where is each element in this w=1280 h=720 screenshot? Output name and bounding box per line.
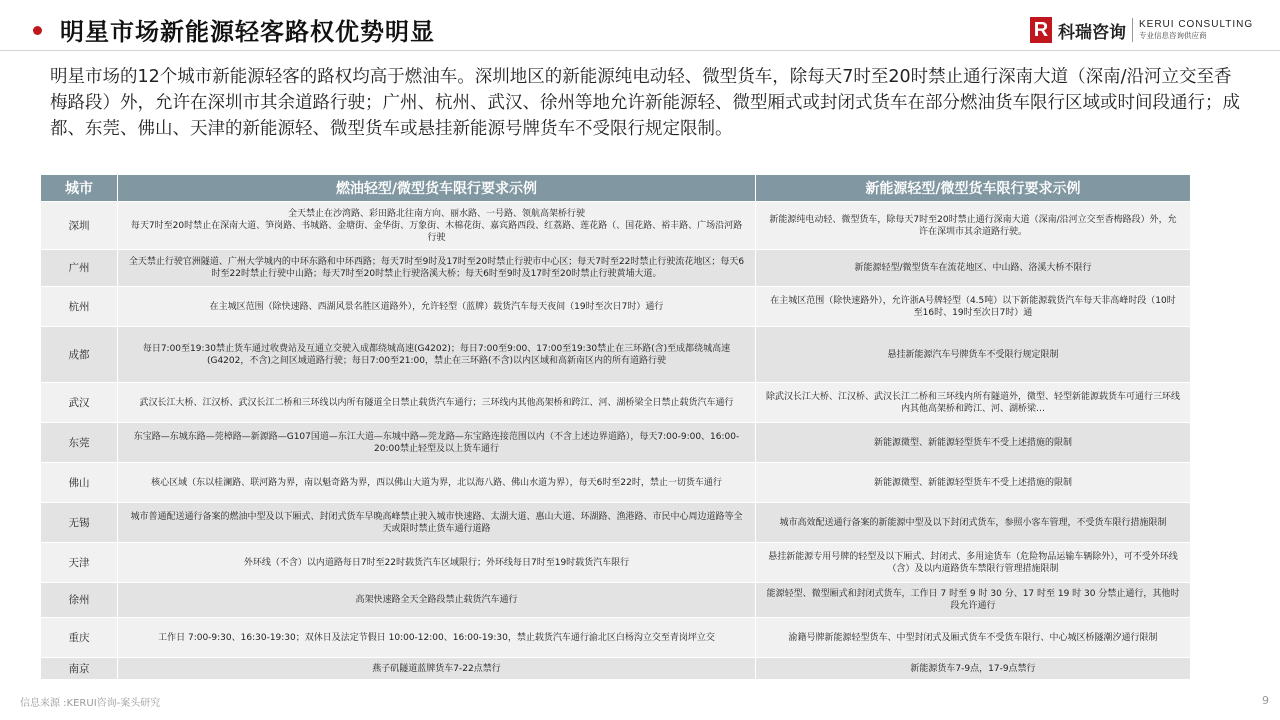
cell-ev: 能源轻型、微型厢式和封闭式货车，工作日 7 时至 9 时 30 分、17 时至 19 时 30 分禁止通行，其他时段允许通行 [756, 583, 1191, 618]
cell-fuel: 全天禁止在沙湾路、彩田路北往南方向、丽水路、一号路、领航高架桥行驶 每天7时至20时禁止在深南大道、笋岗路、书城路、金塘街、金华街、万象街、木棉花街、嘉宾路西段、红荔路、莲花路（、国花路、裕丰路、广场沿河路行驶 [118, 202, 756, 250]
table-row [41, 202, 1191, 250]
cell-ev: 悬挂新能源专用号牌的轻型及以下厢式、封闭式、多用途货车（危险物品运输车辆除外），可不受外环线（含）及以内道路货车禁限行管理措施限制 [756, 543, 1191, 583]
logo-en-block [1139, 19, 1253, 41]
table-row [41, 250, 1191, 287]
cell-ev: 新能源货车7-9点，17-9点禁行 [756, 658, 1191, 680]
title-bullet [33, 26, 42, 35]
header-fuel: 燃油轻型/微型货车限行要求示例 [118, 175, 756, 202]
table-header-row [41, 175, 1191, 202]
cell-city: 重庆 [41, 618, 118, 658]
cell-ev: 新能源微型、新能源轻型货车不受上述措施的限制 [756, 463, 1191, 503]
logo-cn-text: 科瑞咨询 [1058, 22, 1126, 43]
page-title: 明星市场新能源轻客路权优势明显 [60, 18, 435, 46]
cell-fuel: 工作日 7:00-9:30、16:30-19:30；双休日及法定节假日 10:00-12:00、16:00-19:30，禁止载货汽车通行渝北区白杨沟立交至青岗坪立交 [118, 618, 756, 658]
cell-ev: 新能源纯电动轻、微型货车，除每天7时至20时禁止通行深南大道（深南/沿河立交至香梅路段）外，允许在深圳市其余道路行驶。 [756, 202, 1191, 250]
cell-city: 天津 [41, 543, 118, 583]
cell-city: 徐州 [41, 583, 118, 618]
header-city: 城市 [41, 175, 118, 202]
table-row [41, 423, 1191, 463]
cell-city: 广州 [41, 250, 118, 287]
table-row [41, 618, 1191, 658]
title-divider [0, 50, 1280, 51]
intro-paragraph: 明星市场的12个城市新能源轻客的路权均高于燃油车。深圳地区的新能源纯电动轻、微型货车，除每天7时至20时禁止通行深南大道（深南/沿河立交至香梅路段）外，允许在深圳市其余道路行驶；广州、杭州、武汉、徐州等地允许新能源轻、微型厢式或封闭式货车在部分燃油货车限行区域或时间段通行；成都、东莞、佛山、天津的新能源轻、微型货车或悬挂新能源号牌货车不受限行规定限制。 [50, 67, 1240, 139]
table-row [41, 287, 1191, 327]
cell-city: 杭州 [41, 287, 118, 327]
cell-fuel: 在主城区范围（除快速路、西湖风景名胜区道路外），允许轻型（蓝牌）载货汽车每天夜间（19时至次日7时）通行 [118, 287, 756, 327]
logo-mark-icon: R [1030, 17, 1052, 43]
cell-city: 佛山 [41, 463, 118, 503]
cell-fuel: 东宝路—东城东路—莞樟路—新源路—G107国道—东江大道—东城中路—莞龙路—东宝路连接范围以内（不含上述边界道路），每天7:00-9:00、16:00-20:00禁止轻型及以上货车通行 [118, 423, 756, 463]
table-row [41, 463, 1191, 503]
cell-ev: 新能源微型、新能源轻型货车不受上述措施的限制 [756, 423, 1191, 463]
logo-en-text: KERUI CONSULTING [1139, 19, 1254, 30]
page-number: 9 [1262, 694, 1269, 707]
cell-fuel: 燕子矶隧道蓝牌货车7-22点禁行 [118, 658, 756, 680]
cell-ev: 城市高效配送通行备案的新能源中型及以下封闭式货车，参照小客车管理，不受货车限行措施限制 [756, 503, 1191, 543]
header-ev: 新能源轻型/微型货车限行要求示例 [756, 175, 1191, 202]
table-row [41, 543, 1191, 583]
cell-fuel: 高架快速路全天全路段禁止载货汽车通行 [118, 583, 756, 618]
cell-city: 武汉 [41, 383, 118, 423]
cell-fuel: 全天禁止行驶官洲隧道、广州大学城内的中环东路和中环西路；每天7时至9时及17时至20时禁止行驶市中心区；每天7时至22时禁止行驶流花地区；每天6时至22时禁止行驶中山路；每天7时至20时禁止行驶洛溪大桥；每天6时至9时及17时至20时禁止行驶黄埔大道。 [118, 250, 756, 287]
cell-fuel: 武汉长江大桥、江汉桥、武汉长江二桥和三环线以内所有隧道全日禁止载货汽车通行；三环线内其他高架桥和跨江、河、湖桥梁全日禁止载货汽车通行 [118, 383, 756, 423]
cell-fuel: 城市普通配送通行备案的燃油中型及以下厢式、封闭式货车早晚高峰禁止驶入城市快速路、太湖大道、惠山大道、环湖路、渔港路、市民中心周边道路等全天或限时禁止货车通行道路 [118, 503, 756, 543]
cell-ev: 渝籍号牌新能源轻型货车、中型封闭式及厢式货车不受货车限行、中心城区桥隧潮汐通行限制 [756, 618, 1191, 658]
cell-fuel: 外环线（不含）以内道路每日7时至22时载货汽车区域限行；外环线每日7时至19时载货汽车限行 [118, 543, 756, 583]
cell-city: 深圳 [41, 202, 118, 250]
table-row [41, 383, 1191, 423]
cell-city: 东莞 [41, 423, 118, 463]
table-row [41, 583, 1191, 618]
logo-tagline: 专业信息咨询供应商 [1139, 31, 1207, 40]
cell-ev: 悬挂新能源汽车号牌货车不受限行规定限制 [756, 327, 1191, 383]
cell-ev: 在主城区范围（除快速路外），允许浙A号牌轻型（4.5吨）以下新能源载货汽车每天非高峰时段（10时至16时、19时至次日7时）通 [756, 287, 1191, 327]
table-row [41, 327, 1191, 383]
cell-city: 南京 [41, 658, 118, 680]
source-note: 信息来源 :KERUI咨询-案头研究 [20, 698, 161, 709]
restriction-table [40, 174, 1191, 680]
cell-ev: 除武汉长江大桥、江汉桥、武汉长江二桥和三环线内所有隧道外，微型、轻型新能源载货车可通行三环线内其他高架桥和跨江、河、湖桥梁… [756, 383, 1191, 423]
company-logo [1030, 16, 1253, 44]
cell-fuel: 核心区域（东以桂澜路、联河路为界，南以魁奇路为界，西以佛山大道为界，北以海八路、佛山水道为界），每天6时至22时，禁止一切货车通行 [118, 463, 756, 503]
cell-fuel: 每日7:00至19:30禁止货车通过收费站及互通立交驶入成都绕城高速(G4202)；每日7:00至9:00、17:00至19:30禁止在三环路(含)至成都绕城高速(G4202，不含)之间区域道路行驶；每日7:00至21:00，禁止在三环路(不含)以内区域和高新南区内的所有道路行驶 [118, 327, 756, 383]
cell-city: 无锡 [41, 503, 118, 543]
cell-ev: 新能源轻型/微型货车在流花地区、中山路、洛溪大桥不限行 [756, 250, 1191, 287]
table-row [41, 658, 1191, 680]
logo-separator [1132, 18, 1133, 42]
table-row [41, 503, 1191, 543]
cell-city: 成都 [41, 327, 118, 383]
